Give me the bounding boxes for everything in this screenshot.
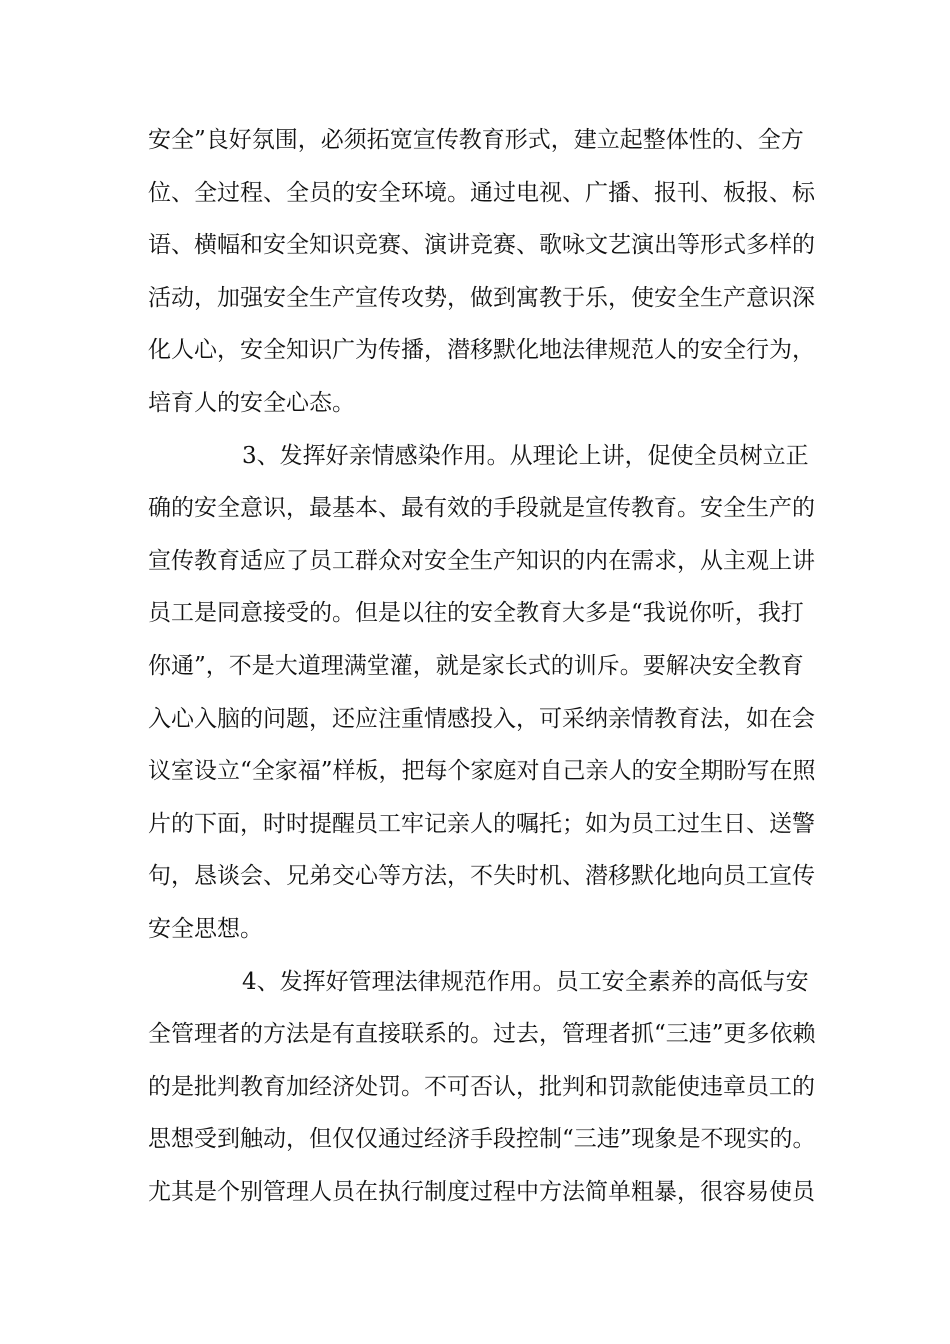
paragraph-2-line-1: 3、发挥好亲情感染作用。从理论上讲，促使全员树立正 [242,442,809,469]
paragraph-1-line-5: 化人心，安全知识广为传播，潜移默化地法律规范人的安全行为， [148,337,815,364]
paragraph-1-line-3: 语、横幅和安全知识竞赛、演讲竞赛、歌咏文艺演出等形式多样的 [148,232,815,259]
paragraph-2-line-4: 员工是同意接受的。但是以往的安全教育大多是“我说你听，我打 [148,600,804,627]
document-body [148,118,816,1222]
paragraph-1-line-6: 培育人的安全心态。 [148,389,355,416]
paragraph-2-line-5: 你通”，不是大道理满堂灌，就是家长式的训斥。要解决安全教育 [148,652,804,679]
paragraph-3-line-3: 的是批判教育加经济处罚。不可否认，批判和罚款能使违章员工的 [148,1073,815,1100]
paragraph-2-line-9: 句，恳谈会、兄弟交心等方法，不失时机、潜移默化地向员工宣传 [148,863,815,890]
paragraph-2-line-8: 片的下面，时时提醒员工牢记亲人的嘱托；如为员工过生日、送警 [148,810,815,837]
paragraph-1-line-4: 活动，加强安全生产宣传攻势，做到寓教于乐，使安全生产意识深 [148,284,815,311]
paragraph-1-line-2: 位、全过程、全员的安全环境。通过电视、广播、报刊、板报、标 [148,179,815,206]
paragraph-2-line-3: 宣传教育适应了员工群众对安全生产知识的内在需求，从主观上讲 [148,547,815,574]
paragraph-2-line-2: 确的安全意识，最基本、最有效的手段就是宣传教育。安全生产的 [148,495,815,522]
paragraph-2-line-10: 安全思想。 [148,915,263,942]
paragraph-3-line-2: 全管理者的方法是有直接联系的。过去，管理者抓“三违”更多依赖 [148,1021,816,1048]
paragraph-2-line-6: 入心入脑的问题，还应注重情感投入，可采纳亲情教育法，如在会 [148,705,815,732]
paragraph-2-line-7: 议室设立“全家福”样板，把每个家庭对自己亲人的安全期盼写在照 [148,758,816,785]
paragraph-3-line-1: 4、发挥好管理法律规范作用。员工安全素养的高低与安 [242,968,809,995]
paragraph-1-line-1: 安全”良好氛围，必须拓宽宣传教育形式，建立起整体性的、全方 [148,127,804,153]
paragraph-3-line-4: 思想受到触动，但仅仅通过经济手段控制“三违”现象是不现实的。 [148,1126,816,1153]
paragraph-3-line-5: 尤其是个别管理人员在执行制度过程中方法简单粗暴，很容易使员 [148,1178,815,1205]
